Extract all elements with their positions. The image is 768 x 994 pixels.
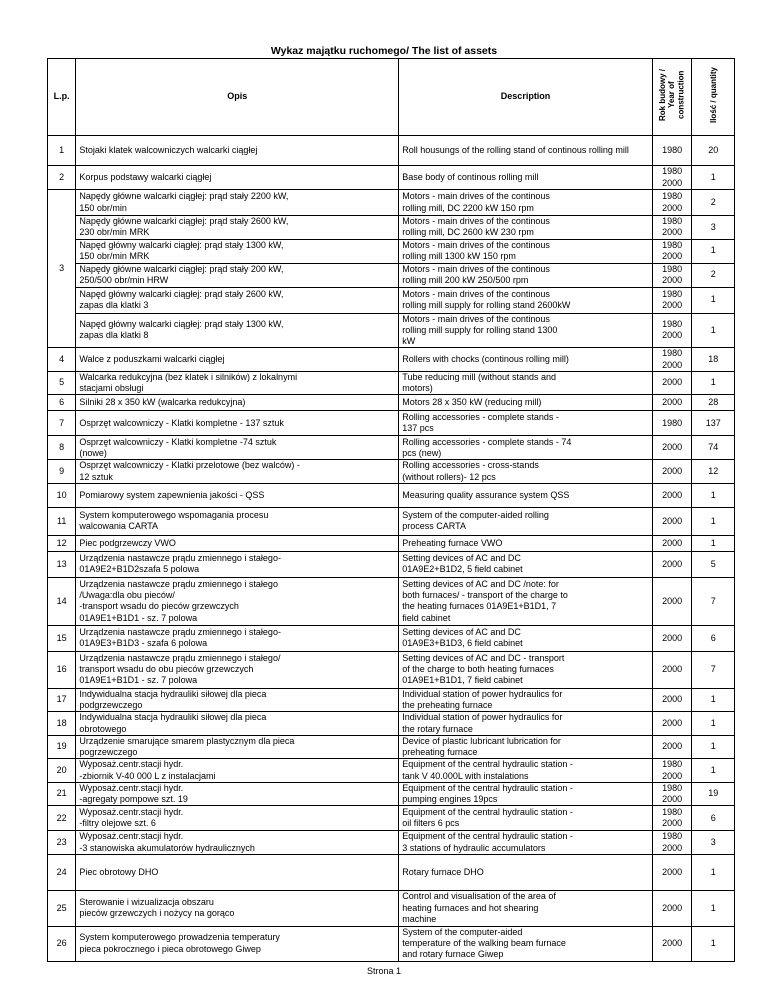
table-row xyxy=(48,535,735,551)
table-row xyxy=(48,551,735,577)
description-cell: Rolling accessories - complete stands - 137 pcs xyxy=(399,411,653,436)
quantity-cell: 3 xyxy=(692,216,735,240)
description-cell: System of the computer-aided temperature of the walking beam furnace and rotary furnace Giwep xyxy=(399,926,653,961)
description-cell: Motors - main drives of the continous rolling mill supply for rolling stand 1300 kW xyxy=(399,313,653,348)
quantity-cell: 6 xyxy=(692,806,735,831)
year-cell: 1980 2000 xyxy=(652,216,692,240)
opis-cell: Osprzęt walcowniczy - Klatki kompletne - 137 sztuk xyxy=(76,411,399,436)
description-cell: Setting devices of AC and DC /note: for both furnaces/ - transport of the charge to the heating furnaces 01A9E1+B1D1, 7 field cabinet xyxy=(399,577,653,625)
opis-cell: Walcarka redukcyjna (bez klatek i silników) z lokalnymi stacjami obsługi xyxy=(76,371,399,395)
quantity-cell: 28 xyxy=(692,395,735,411)
description-cell: Base body of continous rolling mill xyxy=(399,166,653,190)
document-title: Wykaz majątku ruchomego/ The list of assets xyxy=(270,45,498,57)
table-row xyxy=(48,735,735,759)
table-row xyxy=(48,239,735,263)
quantity-cell: 2 xyxy=(692,263,735,287)
description-cell: Device of plastic lubricant lubrication for preheating furnace xyxy=(399,735,653,759)
description-cell: Tube reducing mill (without stands and motors) xyxy=(399,371,653,395)
year-cell: 1980 2000 xyxy=(652,239,692,263)
quantity-cell: 1 xyxy=(692,759,735,783)
description-cell: Equipment of the central hydraulic station - pumping engines 19pcs xyxy=(399,782,653,806)
quantity-cell: 1 xyxy=(692,926,735,961)
description-cell: Motors - main drives of the continous rolling mill 1300 kW 150 rpm xyxy=(399,239,653,263)
table-row xyxy=(48,348,735,372)
quantity-cell: 3 xyxy=(692,831,735,855)
description-cell: Roll housungs of the rolling stand of continous rolling mill xyxy=(399,136,653,166)
lp-cell: 22 xyxy=(48,806,76,831)
opis-cell: Silniki 28 x 350 kW (walcarka redukcyjna) xyxy=(76,395,399,411)
year-cell: 1980 2000 xyxy=(652,313,692,348)
quantity-cell: 1 xyxy=(692,890,735,926)
description-cell: Motors - main drives of the continous rolling mill 200 kW 250/500 rpm xyxy=(399,263,653,287)
quantity-cell: 1 xyxy=(692,712,735,736)
header-quantity-label: Ilość / quantity xyxy=(708,67,718,124)
table-row xyxy=(48,926,735,961)
lp-cell: 25 xyxy=(48,890,76,926)
description-cell: Setting devices of AC and DC 01A9E2+B1D2, 5 field cabinet xyxy=(399,551,653,577)
opis-cell: Osprzęt walcowniczy - Klatki kompletne -74 sztuk (nowe) xyxy=(76,436,399,460)
lp-cell: 23 xyxy=(48,831,76,855)
year-cell: 1980 2000 xyxy=(652,263,692,287)
table-row xyxy=(48,411,735,436)
quantity-cell: 1 xyxy=(692,483,735,507)
description-cell: Rollers with chocks (continous rolling mill) xyxy=(399,348,653,372)
year-cell: 1980 2000 xyxy=(652,806,692,831)
lp-cell: 19 xyxy=(48,735,76,759)
year-cell: 2000 xyxy=(652,507,692,535)
opis-cell: Urządzenie smarujące smarem plastycznym dla pieca pogrzewczego xyxy=(76,735,399,759)
year-cell: 1980 2000 xyxy=(652,190,692,216)
year-cell: 2000 xyxy=(652,890,692,926)
lp-cell: 20 xyxy=(48,759,76,783)
description-cell: Individual station of power hydraulics for the rotary furnace xyxy=(399,712,653,736)
table-row xyxy=(48,136,735,166)
opis-cell: Walce z poduszkami walcarki ciągłej xyxy=(76,348,399,372)
lp-cell: 9 xyxy=(48,460,76,484)
opis-cell: Napęd główny walcarki ciągłej: prąd stały 1300 kW, zapas dla klatki 8 xyxy=(76,313,399,348)
year-cell: 2000 xyxy=(652,551,692,577)
opis-cell: Napędy główne walcarki ciągłej: prąd stały 2200 kW, 150 obr/min xyxy=(76,190,399,216)
quantity-cell: 1 xyxy=(692,735,735,759)
lp-cell: 6 xyxy=(48,395,76,411)
opis-cell: Wyposaż.centr.stacji hydr. -agregaty pompowe szt. 19 xyxy=(76,782,399,806)
year-cell: 2000 xyxy=(652,651,692,688)
table-row xyxy=(48,263,735,287)
year-cell: 2000 xyxy=(652,460,692,484)
year-cell: 1980 2000 xyxy=(652,287,692,313)
table-row xyxy=(48,577,735,625)
year-cell: 2000 xyxy=(652,483,692,507)
quantity-cell: 2 xyxy=(692,190,735,216)
lp-cell: 11 xyxy=(48,507,76,535)
table-body xyxy=(48,136,735,962)
quantity-cell: 5 xyxy=(692,551,735,577)
table-row xyxy=(48,806,735,831)
opis-cell: Wyposaż.centr.stacji hydr. -filtry olejowe szt. 6 xyxy=(76,806,399,831)
quantity-cell: 1 xyxy=(692,688,735,712)
table-row xyxy=(48,436,735,460)
year-cell: 2000 xyxy=(652,926,692,961)
description-cell: Motors - main drives of the continous rolling mill, DC 2200 kW 150 rpm xyxy=(399,190,653,216)
year-cell: 2000 xyxy=(652,688,692,712)
opis-cell: Wyposaż.centr.stacji hydr. -zbiornik V-40 000 L z instalacjami xyxy=(76,759,399,783)
year-cell: 2000 xyxy=(652,735,692,759)
header-opis: Opis xyxy=(76,59,399,136)
table-row xyxy=(48,759,735,783)
description-cell: Equipment of the central hydraulic station - oil filters 6 pcs xyxy=(399,806,653,831)
lp-cell: 4 xyxy=(48,348,76,372)
table-row xyxy=(48,287,735,313)
opis-cell: Napęd główny walcarki ciągłej: prąd stały 1300 kW, 150 obr/min MRK xyxy=(76,239,399,263)
lp-cell: 24 xyxy=(48,854,76,890)
header-quantity xyxy=(692,59,735,136)
lp-cell: 8 xyxy=(48,436,76,460)
opis-cell: Urządzenia nastawcze prądu zmiennego i stałego /Uwaga:dla obu pieców/ -transport wsadu do pieców grzewczych 01A9E1+B1D1 - sz. 7 polowa xyxy=(76,577,399,625)
quantity-cell: 1 xyxy=(692,535,735,551)
table-row xyxy=(48,313,735,348)
year-cell: 2000 xyxy=(652,854,692,890)
opis-cell: Pomiarowy system zapewnienia jakości - QSS xyxy=(76,483,399,507)
description-cell: Rolling accessories - cross-stands (without rollers)- 12 pcs xyxy=(399,460,653,484)
quantity-cell: 74 xyxy=(692,436,735,460)
lp-cell: 7 xyxy=(48,411,76,436)
lp-cell: 10 xyxy=(48,483,76,507)
year-cell: 1980 2000 xyxy=(652,759,692,783)
opis-cell: Urządzenia nastawcze prądu zmiennego i stałego- 01A9E3+B1D3 - szafa 6 polowa xyxy=(76,625,399,651)
table-row xyxy=(48,190,735,216)
quantity-cell: 1 xyxy=(692,287,735,313)
description-cell: Preheating furnace VWO xyxy=(399,535,653,551)
description-cell: Measuring quality assurance system QSS xyxy=(399,483,653,507)
assets-table xyxy=(47,58,735,962)
lp-cell: 17 xyxy=(48,688,76,712)
year-cell: 1980 xyxy=(652,136,692,166)
header-year xyxy=(652,59,692,136)
description-cell: System of the computer-aided rolling process CARTA xyxy=(399,507,653,535)
lp-cell: 12 xyxy=(48,535,76,551)
lp-cell: 14 xyxy=(48,577,76,625)
opis-cell: Sterowanie i wizualizacja obszaru pieców grzewczych i nożycy na gorąco xyxy=(76,890,399,926)
description-cell: Rotary furnace DHO xyxy=(399,854,653,890)
opis-cell: System komputerowego wspomagania procesu walcowania CARTA xyxy=(76,507,399,535)
lp-cell: 26 xyxy=(48,926,76,961)
year-cell: 2000 xyxy=(652,577,692,625)
table-row xyxy=(48,371,735,395)
lp-cell: 2 xyxy=(48,166,76,190)
quantity-cell: 7 xyxy=(692,577,735,625)
table-row xyxy=(48,651,735,688)
lp-cell: 13 xyxy=(48,551,76,577)
opis-cell: Stojaki klatek walcowniczych walcarki ciągłej xyxy=(76,136,399,166)
table-row xyxy=(48,890,735,926)
lp-cell: 16 xyxy=(48,651,76,688)
year-cell: 2000 xyxy=(652,395,692,411)
quantity-cell: 137 xyxy=(692,411,735,436)
table-row xyxy=(48,166,735,190)
description-cell: Rolling accessories - complete stands - 74 pcs (new) xyxy=(399,436,653,460)
description-cell: Motors - main drives of the continous rolling mill, DC 2600 kW 230 rpm xyxy=(399,216,653,240)
description-cell: Setting devices of AC and DC - transport of the charge to both heating furnaces 01A9E1+B1D1, 7 field cabinet xyxy=(399,651,653,688)
table-row xyxy=(48,712,735,736)
table-row xyxy=(48,507,735,535)
description-cell: Setting devices of AC and DC 01A9E3+B1D3, 6 field cabinet xyxy=(399,625,653,651)
opis-cell: Piec podgrzewczy VWO xyxy=(76,535,399,551)
lp-cell: 15 xyxy=(48,625,76,651)
opis-cell: Urządzenia nastawcze prądu zmiennego i stałego/ transport wsadu do obu pieców grzewczych 01A9E1+B1D1 - sz. 7 polowa xyxy=(76,651,399,688)
year-cell: 2000 xyxy=(652,371,692,395)
lp-cell: 1 xyxy=(48,136,76,166)
description-cell: Control and visualisation of the area of heating furnaces and hot shearing machine xyxy=(399,890,653,926)
year-cell: 1980 2000 xyxy=(652,348,692,372)
lp-cell: 5 xyxy=(48,371,76,395)
year-cell: 2000 xyxy=(652,436,692,460)
year-cell: 2000 xyxy=(652,535,692,551)
table-row xyxy=(48,625,735,651)
opis-cell: Napędy główne walcarki ciągłej: prąd stały 200 kW, 250/500 obr/min HRW xyxy=(76,263,399,287)
header-lp: L.p. xyxy=(48,59,76,136)
year-cell: 2000 xyxy=(652,712,692,736)
table-row xyxy=(48,831,735,855)
quantity-cell: 1 xyxy=(692,371,735,395)
quantity-cell: 20 xyxy=(692,136,735,166)
year-cell: 1980 xyxy=(652,411,692,436)
lp-cell: 3 xyxy=(48,190,76,348)
description-cell: Equipment of the central hydraulic station - tank V 40.000L with instalations xyxy=(399,759,653,783)
quantity-cell: 1 xyxy=(692,313,735,348)
lp-cell: 21 xyxy=(48,782,76,806)
table-header-row xyxy=(48,59,735,136)
description-cell: Individual station of power hydraulics for the preheating furnace xyxy=(399,688,653,712)
quantity-cell: 12 xyxy=(692,460,735,484)
opis-cell: Osprzęt walcowniczy - Klatki przelotowe (bez walców) - 12 sztuk xyxy=(76,460,399,484)
description-cell: Equipment of the central hydraulic station - 3 stations of hydraulic accumulators xyxy=(399,831,653,855)
opis-cell: Napędy główne walcarki ciągłej: prąd stały 2600 kW, 230 obr/min MRK xyxy=(76,216,399,240)
opis-cell: Piec obrotowy DHO xyxy=(76,854,399,890)
opis-cell: Korpus podstawy walcarki ciągłej xyxy=(76,166,399,190)
table-row xyxy=(48,216,735,240)
year-cell: 2000 xyxy=(652,625,692,651)
quantity-cell: 1 xyxy=(692,239,735,263)
table-row xyxy=(48,460,735,484)
lp-cell: 18 xyxy=(48,712,76,736)
quantity-cell: 19 xyxy=(692,782,735,806)
table-row xyxy=(48,483,735,507)
quantity-cell: 1 xyxy=(692,507,735,535)
opis-cell: System komputerowego prowadzenia temperatury pieca pokrocznego i pieca obrotowego Giwep xyxy=(76,926,399,961)
quantity-cell: 6 xyxy=(692,625,735,651)
table-row xyxy=(48,854,735,890)
opis-cell: Indywidualna stacja hydrauliki siłowej dla pieca podgrzewczego xyxy=(76,688,399,712)
quantity-cell: 7 xyxy=(692,651,735,688)
year-cell: 1980 2000 xyxy=(652,782,692,806)
quantity-cell: 18 xyxy=(692,348,735,372)
year-cell: 1980 2000 xyxy=(652,166,692,190)
opis-cell: Napęd główny walcarki ciągłej: prąd stały 2600 kW, zapas dla klatki 3 xyxy=(76,287,399,313)
header-description: Description xyxy=(399,59,653,136)
year-cell: 1980 2000 xyxy=(652,831,692,855)
page-number: Strona 1 xyxy=(366,966,402,976)
opis-cell: Urządzenia nastawcze prądu zmiennego i stałego- 01A9E2+B1D2szafa 5 polowa xyxy=(76,551,399,577)
table-row xyxy=(48,395,735,411)
description-cell: Motors - main drives of the continous rolling mill supply for rolling stand 2600kW xyxy=(399,287,653,313)
table-row xyxy=(48,782,735,806)
quantity-cell: 1 xyxy=(692,854,735,890)
table-row xyxy=(48,688,735,712)
opis-cell: Indywidualna stacja hydrauliki siłowej dla pieca obrotowego xyxy=(76,712,399,736)
opis-cell: Wyposaż.centr.stacji hydr. -3 stanowiska akumulatorów hydraulicznych xyxy=(76,831,399,855)
quantity-cell: 1 xyxy=(692,166,735,190)
header-year-label: Rok budowy / Year of construction xyxy=(658,69,686,122)
description-cell: Motors 28 x 350 kW (reducing mill) xyxy=(399,395,653,411)
